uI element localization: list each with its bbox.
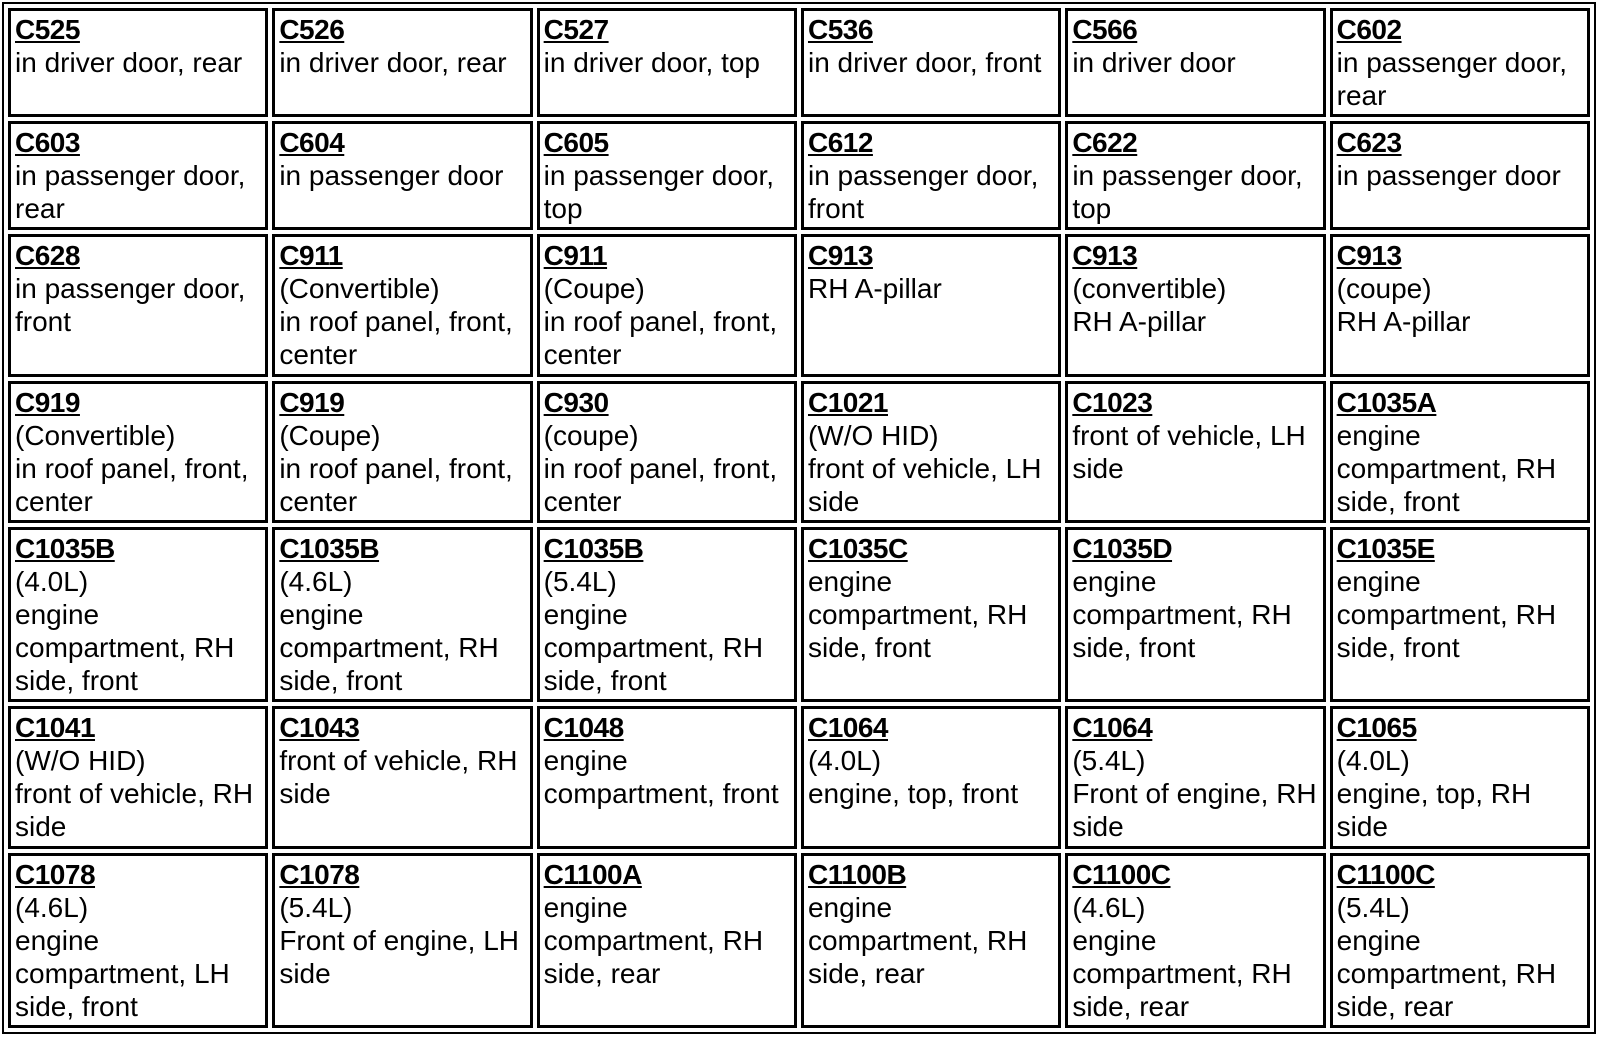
connector-code-link[interactable]: C1035B xyxy=(279,533,380,564)
connector-location-text: engine compartment, RH side, front xyxy=(1072,566,1292,663)
connector-code-link[interactable]: C1035B xyxy=(543,533,644,564)
connector-cell xyxy=(8,234,268,376)
connector-cell xyxy=(8,853,268,1028)
connector-location-text: engine compartment, RH side, rear xyxy=(543,891,764,989)
connector-cell xyxy=(272,853,532,1028)
connector-location-text: engine compartment, RH side, front xyxy=(1336,566,1557,663)
connector-location-text: in passenger door, top xyxy=(543,160,775,225)
connector-code-link[interactable]: C1035D xyxy=(1072,533,1173,564)
connector-cell xyxy=(8,381,268,523)
connector-location-text: (5.4L) xyxy=(279,891,353,923)
connector-location-text: engine compartment, RH side, front xyxy=(279,599,499,696)
table-row xyxy=(8,706,1590,848)
connector-code-link[interactable]: C913 xyxy=(1336,240,1402,272)
connector-location-text: (4.6L) xyxy=(15,891,89,923)
connector-location-text: RH A-pillar xyxy=(1072,306,1207,338)
connector-cell xyxy=(1330,706,1590,848)
connector-cell xyxy=(1065,706,1325,848)
connector-code-link[interactable]: C1100A xyxy=(543,858,642,890)
connector-cell xyxy=(801,527,1061,702)
connector-location-text: in driver door, rear xyxy=(279,47,507,78)
connector-cell xyxy=(1065,381,1325,523)
connector-code-link[interactable]: C612 xyxy=(807,127,873,159)
connector-location-text: engine compartment, RH side, rear xyxy=(807,891,1028,989)
connector-cell xyxy=(801,853,1061,1028)
connector-location-text: engine, top, front xyxy=(807,778,1019,810)
connector-code-link[interactable]: C1035A xyxy=(1336,386,1437,418)
connector-code-link[interactable]: C911 xyxy=(279,240,343,272)
connector-cell xyxy=(272,121,532,230)
connector-location-text: (Convertible) xyxy=(279,273,440,305)
connector-cell xyxy=(8,121,268,230)
connector-cell xyxy=(1065,234,1325,376)
connector-code-link[interactable]: C1048 xyxy=(543,712,624,744)
connector-cell xyxy=(537,234,797,376)
connector-location-text: front of vehicle, LH side xyxy=(807,452,1042,517)
connector-location-text: front of vehicle, LH side xyxy=(1072,419,1306,484)
connector-cell xyxy=(537,381,797,523)
connector-cell xyxy=(1065,121,1325,230)
connector-code-link[interactable]: C930 xyxy=(543,386,609,418)
connector-location-text: engine compartment, RH side, front xyxy=(543,599,764,696)
connector-location-text: (coupe) xyxy=(543,419,639,451)
connector-location-text: Front of engine, RH side xyxy=(1072,778,1317,843)
connector-code-link[interactable]: C536 xyxy=(807,14,873,45)
connector-code-link[interactable]: C911 xyxy=(543,240,608,272)
connector-code-link[interactable]: C1065 xyxy=(1336,712,1417,744)
table-row xyxy=(8,8,1590,117)
table-row xyxy=(8,381,1590,523)
connector-cell xyxy=(8,527,268,702)
connector-code-link[interactable]: C1064 xyxy=(1072,712,1153,744)
connector-cell xyxy=(537,706,797,848)
connector-code-link[interactable]: C605 xyxy=(543,127,609,159)
connector-cell xyxy=(1330,527,1590,702)
table-row xyxy=(8,527,1590,702)
connector-code-link[interactable]: C566 xyxy=(1072,14,1138,45)
connector-cell xyxy=(1330,234,1590,376)
connector-code-link[interactable]: C1041 xyxy=(15,712,96,744)
connector-code-link[interactable]: C1078 xyxy=(15,858,96,890)
connector-location-text: in roof panel, front, center xyxy=(279,452,513,517)
connector-location-text: (Coupe) xyxy=(279,419,381,451)
connector-code-link[interactable]: C1043 xyxy=(279,712,360,744)
connector-code-link[interactable]: C1035B xyxy=(15,533,115,564)
connector-location-text: in driver door xyxy=(1072,47,1236,78)
connector-code-link[interactable]: C913 xyxy=(1072,240,1138,272)
connector-location-text: (4.6L) xyxy=(1072,891,1146,923)
connector-code-link[interactable]: C919 xyxy=(15,386,80,418)
connector-cell xyxy=(8,8,268,117)
connector-location-text: front of vehicle, RH side xyxy=(279,745,518,810)
table-row xyxy=(8,121,1590,230)
connector-cell xyxy=(537,527,797,702)
connector-cell xyxy=(1065,8,1325,117)
connector-cell xyxy=(1065,527,1325,702)
connector-location-text: Front of engine, LH side xyxy=(279,924,520,989)
connector-cell xyxy=(1330,853,1590,1028)
connector-code-link[interactable]: C622 xyxy=(1072,127,1138,159)
connector-location-text: engine compartment, RH side, front xyxy=(15,599,235,696)
connector-location-text: in passenger door, rear xyxy=(15,160,246,225)
connector-cell xyxy=(801,234,1061,376)
connector-cell xyxy=(1330,121,1590,230)
connector-location-text: engine compartment, RH side, front xyxy=(807,566,1028,663)
connector-location-text: (4.0L) xyxy=(807,745,882,777)
connector-location-text: in passenger door, top xyxy=(1072,160,1303,225)
connector-code-link[interactable]: C1100B xyxy=(807,858,907,890)
connector-location-text: engine compartment, RH side, rear xyxy=(1336,924,1557,1022)
connector-location-text: (W/O HID) xyxy=(15,745,146,777)
connector-location-text: (5.4L) xyxy=(1336,891,1410,923)
connector-code-link[interactable]: C525 xyxy=(15,14,80,45)
connector-cell xyxy=(537,853,797,1028)
connector-location-text: in passenger door xyxy=(279,160,504,192)
connector-location-text: (4.6L) xyxy=(279,566,353,597)
connector-location-table xyxy=(2,2,1596,1034)
connector-code-link[interactable]: C603 xyxy=(15,127,80,159)
connector-location-text: front of vehicle, RH side xyxy=(15,778,254,843)
connector-cell xyxy=(272,706,532,848)
connector-code-link[interactable]: C527 xyxy=(543,14,609,45)
connector-code-link[interactable]: C1021 xyxy=(807,386,888,418)
connector-location-text: (Convertible) xyxy=(15,419,176,451)
connector-location-text: (4.0L) xyxy=(1336,745,1410,777)
connector-location-text: engine compartment, RH side, rear xyxy=(1072,924,1292,1022)
connector-location-text: in passenger door, front xyxy=(807,160,1039,225)
table-row xyxy=(8,853,1590,1028)
connector-location-text: (5.4L) xyxy=(543,566,617,597)
connector-code-link[interactable]: C919 xyxy=(279,386,345,418)
connector-location-text: in passenger door, front xyxy=(15,273,246,338)
connector-location-text: in driver door, rear xyxy=(15,47,243,78)
connector-location-text: engine compartment, front xyxy=(543,745,779,810)
connector-code-link[interactable]: C526 xyxy=(279,14,345,45)
connector-cell xyxy=(1065,853,1325,1028)
connector-cell xyxy=(801,706,1061,848)
connector-cell xyxy=(801,381,1061,523)
connector-location-text: RH A-pillar xyxy=(1336,306,1471,338)
connector-location-text: in passenger door, rear xyxy=(1336,47,1568,111)
connector-location-text: in passenger door xyxy=(1336,160,1561,192)
connector-code-link[interactable]: C628 xyxy=(15,240,80,272)
connector-location-text: engine compartment, LH side, front xyxy=(15,924,230,1022)
connector-cell xyxy=(1330,8,1590,117)
connector-code-link[interactable]: C1064 xyxy=(807,712,888,744)
connector-code-link[interactable]: C623 xyxy=(1336,127,1402,159)
connector-cell xyxy=(801,8,1061,117)
connector-location-text: engine, top, RH side xyxy=(1336,778,1532,843)
connector-code-link[interactable]: C1023 xyxy=(1072,386,1153,418)
connector-cell xyxy=(272,8,532,117)
connector-location-text: (5.4L) xyxy=(1072,745,1146,777)
connector-code-link[interactable]: C1100C xyxy=(1336,858,1435,890)
connector-location-text: in roof panel, front, center xyxy=(543,452,778,517)
connector-cell xyxy=(272,527,532,702)
connector-location-text: (Coupe) xyxy=(543,273,645,305)
connector-location-text: in driver door, front xyxy=(807,47,1042,78)
connector-code-link[interactable]: C604 xyxy=(279,127,345,159)
table-row xyxy=(8,234,1590,376)
connector-location-text: (4.0L) xyxy=(15,566,89,597)
connector-code-link[interactable]: C1035C xyxy=(807,533,908,564)
connector-location-text: in driver door, top xyxy=(543,47,760,78)
connector-location-text: in roof panel, front, center xyxy=(15,452,249,517)
connector-code-link[interactable]: C913 xyxy=(807,240,873,272)
table-body xyxy=(8,8,1590,1028)
connector-location-text: engine compartment, RH side, front xyxy=(1336,419,1557,517)
connector-cell xyxy=(8,706,268,848)
connector-code-link[interactable]: C1035E xyxy=(1336,533,1435,564)
connector-location-text: (convertible) xyxy=(1072,273,1227,305)
connector-cell xyxy=(272,381,532,523)
connector-location-text: in roof panel, front, center xyxy=(543,306,778,371)
connector-location-text: (coupe) xyxy=(1336,273,1432,305)
connector-cell xyxy=(272,234,532,376)
connector-cell xyxy=(801,121,1061,230)
connector-location-text: RH A-pillar xyxy=(807,273,942,305)
connector-cell xyxy=(1330,381,1590,523)
connector-code-link[interactable]: C1078 xyxy=(279,858,360,890)
connector-code-link[interactable]: C602 xyxy=(1336,14,1402,45)
connector-cell xyxy=(537,8,797,117)
connector-code-link[interactable]: C1100C xyxy=(1072,858,1171,890)
connector-location-text: (W/O HID) xyxy=(807,419,939,451)
connector-location-text: in roof panel, front, center xyxy=(279,306,513,371)
connector-cell xyxy=(537,121,797,230)
